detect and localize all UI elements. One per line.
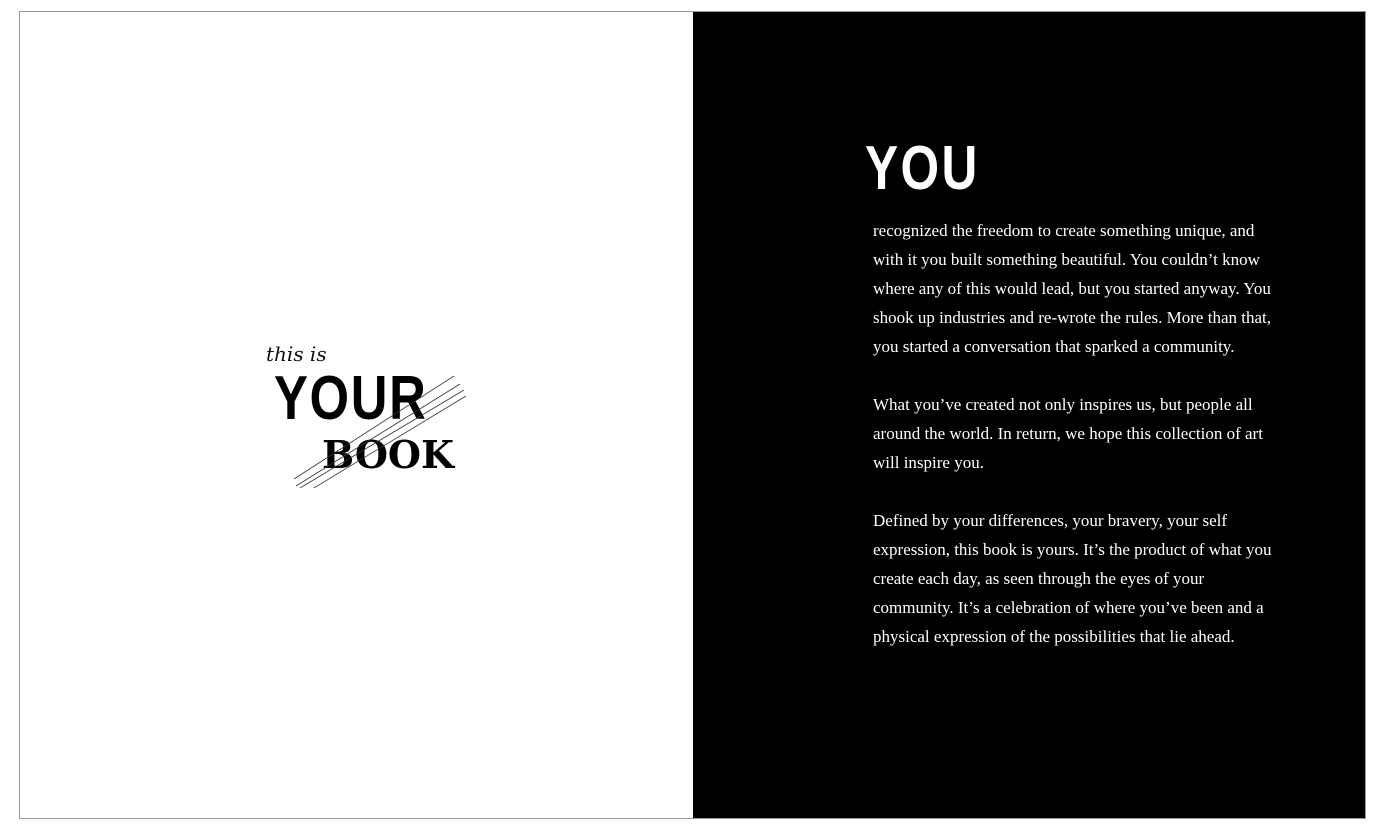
paragraph: recognized the freedom to create something unique, and with it you built something beautiful. You couldn’t know where any of this would lead, but you started anyway. You shook up industries and re-wrote the rules. More than that, you started a conversation that sparked a community. <box>873 221 1271 356</box>
right-page <box>693 12 1365 818</box>
title-your: YOUR <box>274 364 428 433</box>
title-this-is: this is <box>266 342 327 366</box>
title-lockup <box>266 338 466 488</box>
paragraph: Defined by your differences, your bravery, your self expression, this book is yours. It’s the product of what you create each day, as seen through the eyes of your community. It’s a celebration of where you’ve been and a physical expression of the possibilities that lie ahead. <box>873 511 1272 646</box>
page-heading: YOU <box>865 134 980 203</box>
title-book: BOOK <box>322 432 455 477</box>
book-spread <box>19 11 1366 819</box>
diagonal-stripes-decoration <box>266 338 466 488</box>
paragraph: What you’ve created not only inspires us, but people all around the world. In return, we hope this collection of art will inspire you. <box>873 395 1263 472</box>
left-page <box>20 12 693 818</box>
page-mark <box>81 765 82 766</box>
body-text <box>873 216 1273 651</box>
